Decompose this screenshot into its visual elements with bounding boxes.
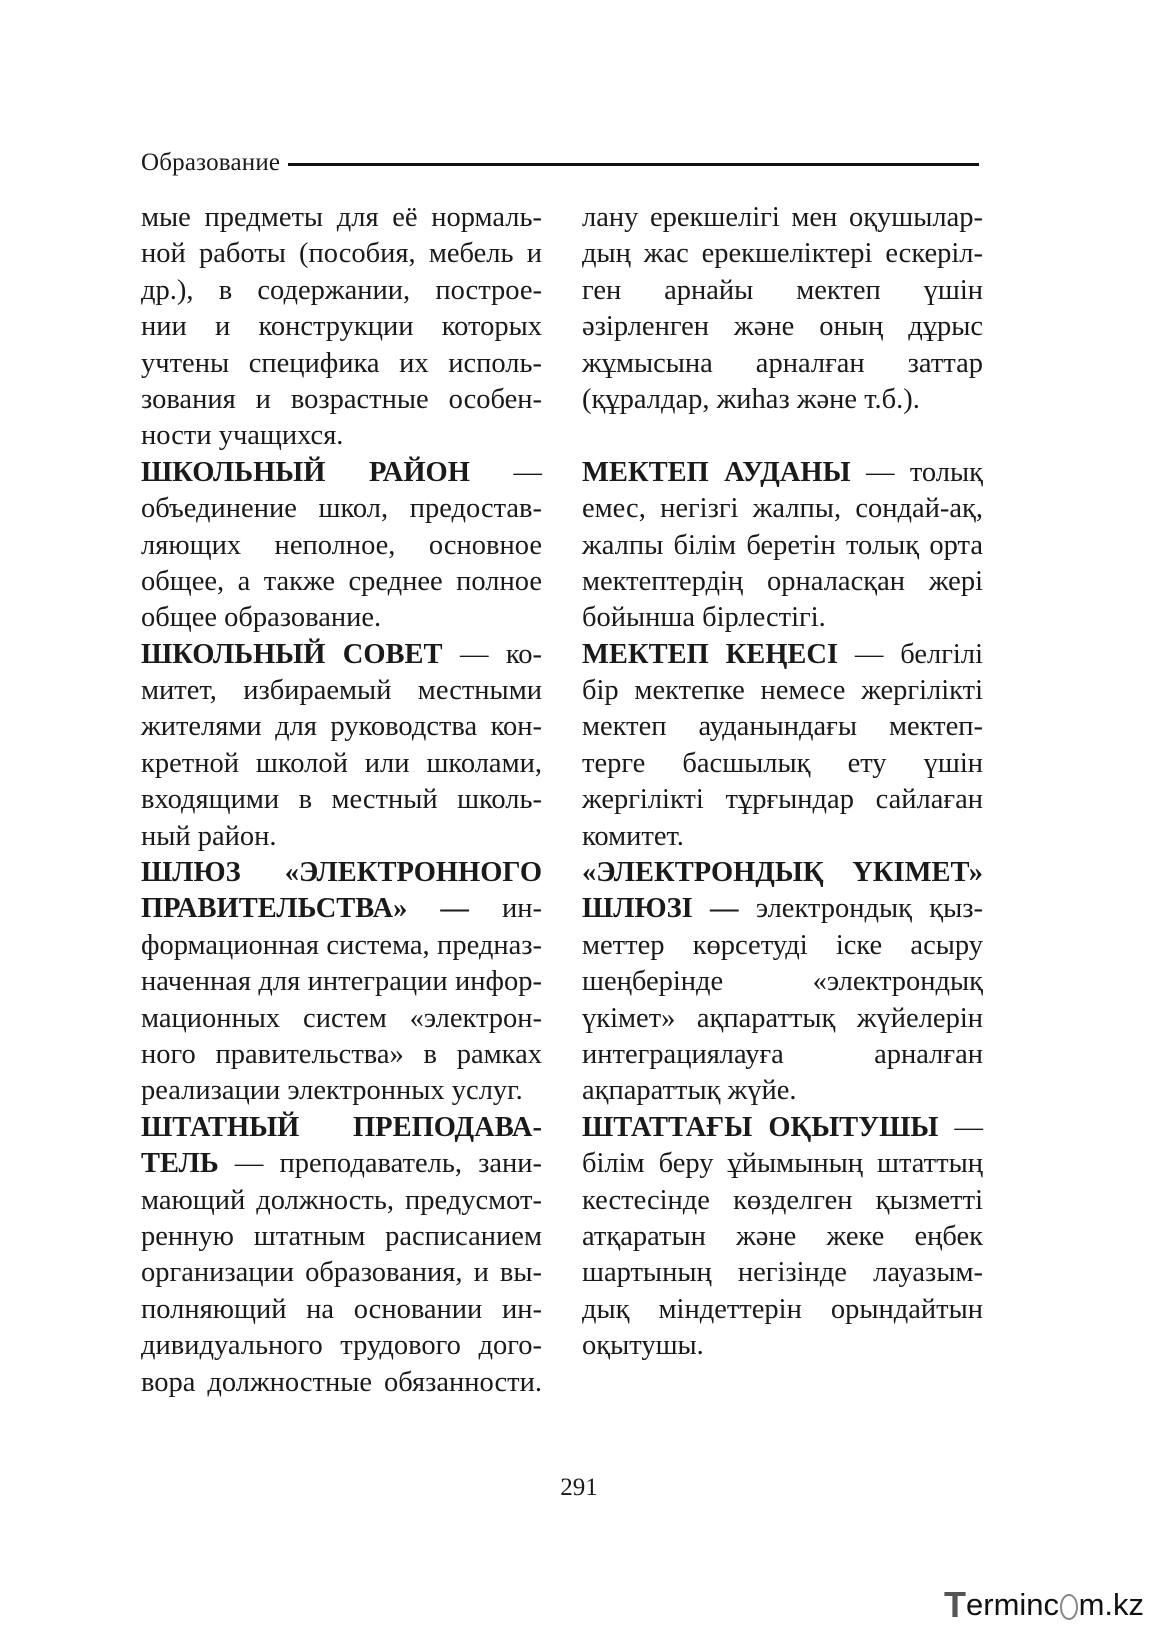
entry-term: ШТАТТАҒЫ ОҚЫТУШЫ bbox=[582, 1111, 939, 1143]
text-line: зования и возрастные особен- bbox=[141, 383, 542, 415]
entry-shtattagy-okytushy bbox=[582, 1110, 983, 1365]
text-line: общее образование. bbox=[141, 602, 382, 634]
text-line: объединение школ, предостав- bbox=[141, 493, 542, 525]
text-line: нии и конструкции которых bbox=[141, 311, 542, 343]
entry-term: ШКОЛЬНЫЙ РАЙОН bbox=[141, 456, 470, 488]
text-line: жалпы білім беретін толық орта bbox=[582, 529, 983, 561]
text-line: дивидуального трудового дого- bbox=[141, 1330, 542, 1362]
entry-tail: электрондық қыз- bbox=[738, 893, 983, 925]
entry-head-line bbox=[582, 455, 983, 491]
text-line: оқытушы. bbox=[582, 1330, 704, 1362]
text-line: дың жас ерекшеліктері ескеріл- bbox=[582, 238, 983, 270]
entry-head-line bbox=[582, 637, 983, 673]
text-line: ности учащихся. bbox=[141, 420, 344, 452]
text-line: ного правительства» в рамках bbox=[141, 1038, 542, 1070]
text-line: комитет. bbox=[582, 820, 684, 852]
entry-term: ШЛЮЗ «ЭЛЕКТРОННОГО bbox=[141, 857, 542, 889]
text-line: шартының негізінде лауазым- bbox=[582, 1257, 983, 1289]
entry-staff-teacher bbox=[141, 1110, 542, 1401]
entry-term: МЕКТЕП КЕҢЕСІ bbox=[582, 638, 839, 670]
entry-term: ТЕЛЬ bbox=[141, 1148, 219, 1180]
entry-tail: — ко- bbox=[442, 638, 542, 670]
entry-term: МЕКТЕП АУДАНЫ bbox=[582, 456, 851, 488]
text-line: мые предметы для её нормаль- bbox=[141, 202, 542, 233]
text-line: мационных систем «электрон- bbox=[141, 1002, 542, 1034]
text-line: лану ерекшелігі мен оқушылар- bbox=[582, 202, 983, 233]
text-line: меттер көрсетуді іске асыру bbox=[582, 929, 983, 961]
entry-head-line bbox=[582, 1110, 983, 1146]
entry-tail: ин- bbox=[468, 893, 542, 925]
text-line: терге басшылық ету үшін bbox=[582, 747, 983, 779]
text-line: интеграциялауға арналған bbox=[582, 1038, 983, 1070]
text-line: жұмысына арналған заттар bbox=[582, 347, 983, 379]
header-rule bbox=[288, 163, 979, 166]
text-line: мектептердің орналасқан жері bbox=[582, 565, 983, 597]
text-line: әзірленген және оның дұрыс bbox=[582, 311, 983, 343]
text-line: ген арнайы мектеп үшін bbox=[582, 274, 983, 306]
text-line: митет, избираемый местными bbox=[141, 675, 542, 707]
entry-head-line bbox=[141, 1110, 542, 1146]
text-line: үкімет» ақпараттық жүйелерін bbox=[582, 1002, 983, 1034]
text-line: ляющих неполное, основное bbox=[141, 529, 542, 561]
entry-head-line bbox=[141, 637, 542, 673]
text-line: кестесінде көзделген қызметті bbox=[582, 1184, 983, 1216]
text-line: шеңберінде «электрондық bbox=[582, 966, 983, 998]
entry-head-line bbox=[141, 891, 542, 927]
text-line: дық міндеттерін орындайтын bbox=[582, 1293, 983, 1325]
section-title: Образование bbox=[141, 149, 281, 176]
entry-tail: — белгілі bbox=[838, 638, 983, 670]
entry-school-district bbox=[141, 455, 542, 637]
entry-e-ukimet-shlyuzi bbox=[582, 855, 983, 1110]
watermark-letter: T bbox=[944, 1584, 966, 1625]
text-line: полняющий на основании ин- bbox=[141, 1293, 542, 1325]
text-line: (құралдар, жиһаз және т.б.). bbox=[582, 383, 920, 415]
text-line: емес, негізгі жалпы, сондай-ақ, bbox=[582, 493, 983, 525]
text-line: реализации электронных услуг. bbox=[141, 1075, 523, 1107]
entry-mektep-kenesi bbox=[582, 637, 983, 855]
entry-head-line bbox=[141, 855, 542, 891]
text-line: білім беру ұйымының штаттың bbox=[582, 1148, 983, 1180]
spacer-line bbox=[582, 418, 983, 454]
entry-term: ШКОЛЬНЫЙ СОВЕТ bbox=[141, 638, 443, 670]
text-line: др.), в содержании, построе- bbox=[141, 274, 542, 306]
text-line: наченная для интеграции инфор- bbox=[141, 966, 542, 998]
page-number: 291 bbox=[560, 1474, 598, 1501]
text-line: входящими в местный школь- bbox=[141, 784, 542, 816]
text-line: ақпараттық жүйе. bbox=[582, 1075, 797, 1107]
entry-head-line bbox=[141, 1146, 542, 1182]
entry-e-government-gateway bbox=[141, 855, 542, 1110]
text-line: атқаратын және жеке еңбек bbox=[582, 1220, 983, 1252]
text-line: ный район. bbox=[141, 820, 277, 852]
text-line: общее, а также среднее полное bbox=[141, 565, 542, 597]
text-line: вора должностные обязанности. bbox=[141, 1366, 542, 1398]
text-line: формационная система, предназ- bbox=[141, 929, 542, 961]
entry-term: ШЛЮЗІ — bbox=[582, 893, 739, 925]
entry-school-council bbox=[141, 637, 542, 855]
entry-head-line bbox=[582, 855, 983, 891]
entry-tail: — bbox=[938, 1111, 983, 1143]
magnifier-icon bbox=[1060, 1594, 1078, 1620]
text-line: жергілікті тұрғындар сайлаған bbox=[582, 784, 983, 816]
text-line: мающий должность, предусмот- bbox=[141, 1184, 542, 1216]
text-line: бойынша бірлестігі. bbox=[582, 602, 826, 634]
entry-tail: — преподаватель, зани- bbox=[218, 1148, 542, 1180]
left-column bbox=[141, 200, 542, 1401]
text-line: кретной школой или школами, bbox=[141, 747, 542, 779]
entry-term: ШТАТНЫЙ ПРЕПОДАВА- bbox=[141, 1111, 542, 1143]
running-header bbox=[141, 143, 979, 183]
text-line: мектеп ауданындағы мектеп- bbox=[582, 711, 983, 743]
entry-dash: — bbox=[469, 456, 542, 488]
entry-term: ПРАВИТЕЛЬСТВА» — bbox=[141, 893, 469, 925]
watermark-text: erminc bbox=[966, 1587, 1060, 1622]
entry-tail: — толық bbox=[850, 456, 984, 488]
entry-head-line bbox=[141, 455, 542, 491]
text-line: ренную штатным расписанием bbox=[141, 1220, 542, 1252]
entry-term: «ЭЛЕКТРОНДЫҚ ҮКІМЕТ» bbox=[582, 857, 983, 889]
right-column bbox=[582, 200, 983, 1365]
entry-head-line bbox=[582, 891, 983, 927]
text-line: организации образования, и вы- bbox=[141, 1257, 542, 1289]
text-line: ной работы (пособия, мебель и bbox=[141, 238, 542, 270]
watermark-logo bbox=[944, 1585, 1144, 1625]
entry-mektep-audany bbox=[582, 455, 983, 637]
text-line: учтены специфика их исполь- bbox=[141, 347, 542, 379]
text-line: бір мектепке немесе жергілікті bbox=[582, 675, 983, 707]
text-line: жителями для руководства кон- bbox=[141, 711, 542, 743]
watermark-domain: m.kz bbox=[1078, 1587, 1144, 1622]
